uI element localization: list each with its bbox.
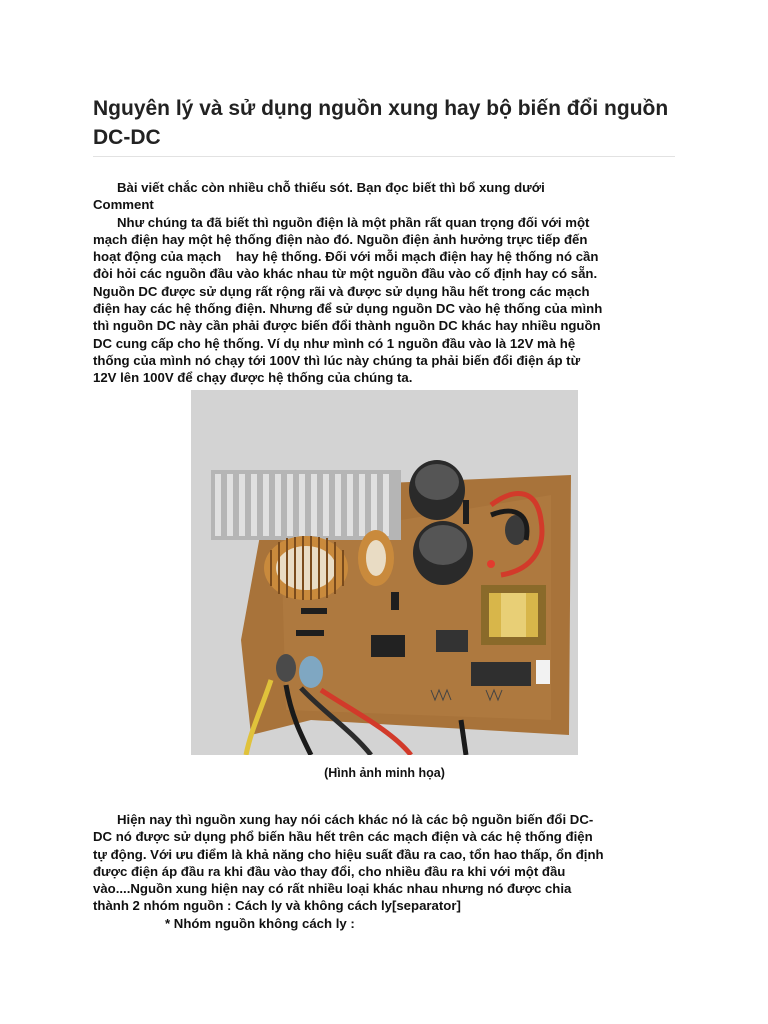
text-line: mạch điện hay một hệ thống điện nào đó. Nguồn điện ảnh hưởng trực tiếp đến: [93, 231, 588, 247]
figure-caption: (Hình ảnh minh họa): [324, 766, 445, 780]
article-title: Nguyên lý và sử dụng nguồn xung hay bộ biến đổi nguồn DC-DC: [93, 97, 669, 149]
text-line: hoạt động của mạch hay hệ thống. Đối với mỗi mạch điện hay hệ thống nó cần: [93, 249, 599, 265]
text-line: Hiện nay thì nguồn xung hay nói cách khác nó là các bộ nguồn biến đổi DC-: [117, 812, 594, 827]
text-line: 12V lên 100V để chạy được hệ thống của chúng ta.: [93, 370, 413, 386]
text-line: đòi hỏi các nguồn đầu vào khác nhau từ một nguồn đầu vào cố định hay có sẵn.: [93, 266, 598, 282]
text-line: Bài viết chắc còn nhiều chỗ thiếu sót. Bạn đọc biết thì bổ xung dưới: [117, 180, 545, 195]
connector: [471, 662, 531, 686]
toroid-inductor: [264, 536, 348, 600]
text-line: thống của mình nó chạy tới 100V thì lúc này chúng ta phải biến đổi điện áp từ: [93, 352, 581, 368]
ic-chip: [371, 635, 405, 657]
text-line: vào....Nguồn xung hiện nay có rất nhiều loại khác nhau nhưng nó được chia: [93, 881, 572, 897]
text-line: điện hay các hệ thống điện. Nhưng để sử dụng nguồn DC vào hệ thống của mình: [93, 301, 603, 317]
text-line: được điện áp đầu ra khi đầu vào thay đổi, cho nhiều đầu ra khi với một đầu: [93, 863, 566, 879]
small-capacitor: [299, 656, 323, 688]
intro-paragraph: [93, 179, 683, 387]
text-line: thành 2 nhóm nguồn : Cách ly và không cách ly[separator]: [93, 898, 461, 914]
text-line: DC cung cấp cho hệ thống. Ví dụ như mình có 1 nguồn đầu vào là 12V mà hệ: [93, 335, 576, 351]
connector: [536, 660, 550, 684]
small-capacitor: [276, 654, 296, 682]
text-line: Như chúng ta đã biết thì nguồn điện là một phần rất quan trọng đối với một: [117, 214, 590, 230]
title-divider: [93, 156, 675, 157]
heatsink: [211, 470, 401, 540]
text-line: DC nó được sử dụng phổ biến hầu hết trên các mạch điện và các hệ thống điện: [93, 829, 593, 845]
transformer: [481, 585, 546, 645]
circuit-board-photo: [191, 390, 578, 755]
text-line: Nguồn DC được sử dụng rất rộng rãi và được sử dụng hầu hết trong các mạch: [93, 283, 590, 299]
body-paragraph: [93, 811, 683, 932]
text-line: tự động. Với ưu điểm là khả năng cho hiệu suất đầu ra cao, tổn hao thấp, ổn định: [93, 846, 604, 862]
pcb-illustration: [191, 390, 578, 755]
ic-chip: [436, 630, 468, 652]
text-line: Comment: [93, 197, 154, 213]
led: [487, 560, 495, 568]
section-subheading: * Nhóm nguồn không cách ly :: [165, 915, 355, 931]
text-line: thì nguồn DC này cần phải được biến đổi thành nguồn DC khác hay nhiều nguồn: [93, 318, 601, 334]
